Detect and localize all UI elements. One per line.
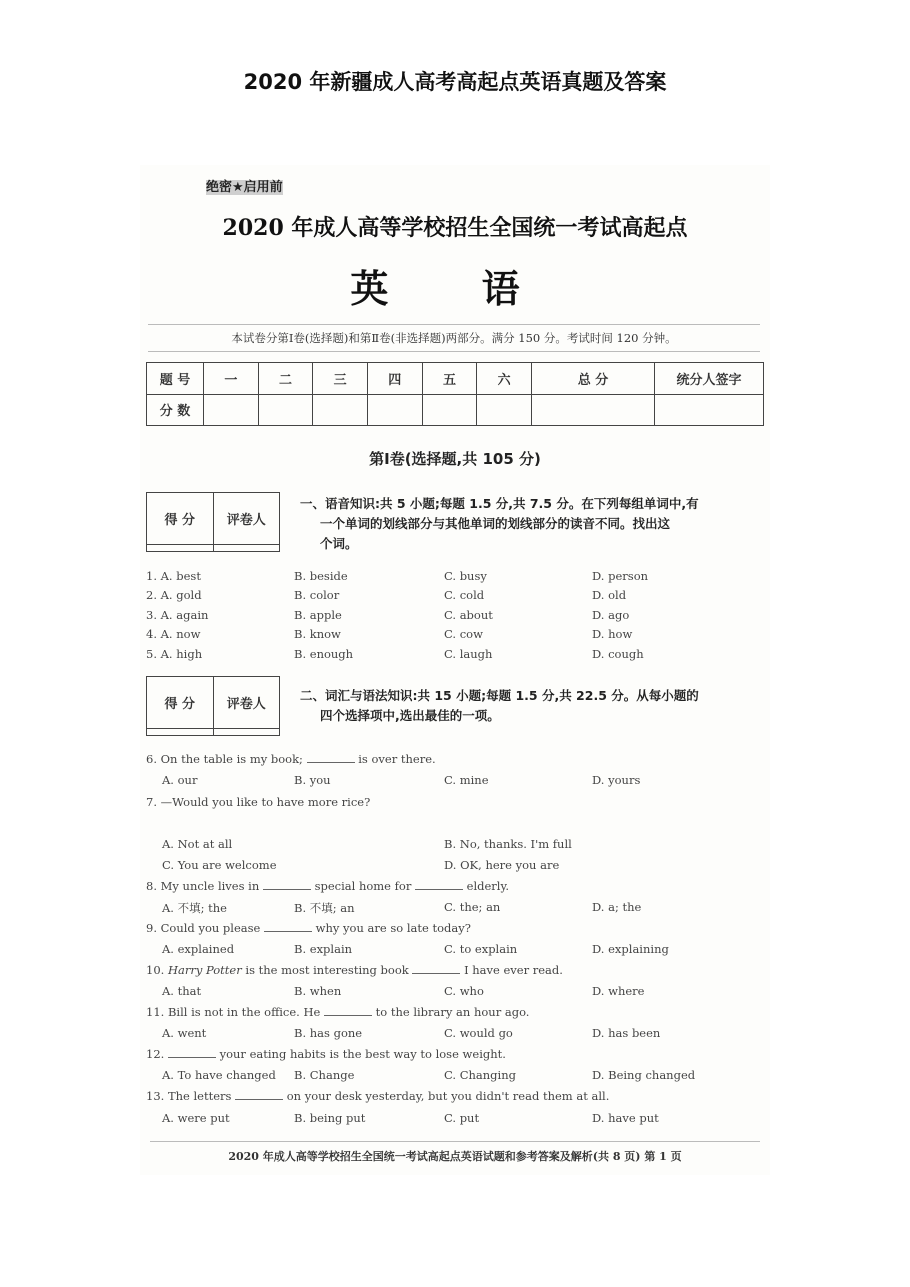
- q4-option-c: C. cow: [444, 627, 483, 641]
- score-table-value-row: [147, 394, 764, 426]
- score-table-cell: 一: [204, 363, 259, 395]
- q11-option-b: B. has gone: [294, 1026, 363, 1040]
- q8-option-a: A. 不填; the: [162, 901, 227, 915]
- grader-box-2: [146, 676, 280, 736]
- q6-option-b: B. you: [294, 773, 331, 787]
- q2-option-b: B. color: [294, 588, 340, 602]
- volume-title: 第Ⅰ卷(选择题,共 105 分): [369, 450, 541, 468]
- q6-option-a: A. our: [162, 773, 198, 787]
- score-blank-cell: [422, 394, 477, 426]
- score-table-cell: 四: [367, 363, 422, 395]
- grader-blank: [147, 728, 214, 735]
- q7-stem: 7. —Would you like to have more rice?: [146, 795, 371, 809]
- q11-stem: 11. Bill is not in the office. He to the library an hour ago.: [146, 1005, 530, 1019]
- score-blank-cell: [531, 394, 654, 426]
- q12-option-b: B. Change: [294, 1068, 355, 1082]
- q5-option-b: B. enough: [294, 647, 354, 661]
- q8-stem: 8. My uncle lives in special home for elderly.: [146, 879, 510, 893]
- grader-blank: [213, 544, 280, 551]
- score-table-cell: 统分人签字: [655, 363, 764, 395]
- score-table-header-row: [147, 363, 764, 395]
- q3-option-a: 3. A. again: [146, 608, 209, 622]
- exam-title: 2020 年成人高等学校招生全国统一考试高起点: [222, 215, 688, 241]
- q9-option-d: D. explaining: [592, 942, 669, 956]
- q10-option-b: B. when: [294, 984, 342, 998]
- q1-option-d: D. person: [592, 569, 649, 583]
- q1-option-a: 1. A. best: [146, 569, 201, 583]
- q5-option-a: 5. A. high: [146, 647, 203, 661]
- q5-option-d: D. cough: [592, 647, 644, 661]
- score-table-cell: 分 数: [147, 394, 204, 426]
- q11-option-c: C. would go: [444, 1026, 513, 1040]
- q9-option-b: B. explain: [294, 942, 353, 956]
- q9-option-a: A. explained: [162, 942, 235, 956]
- score-table-cell: 题 号: [147, 363, 204, 395]
- q8-option-d: D. a; the: [592, 900, 642, 914]
- q7-option-d: D. OK, here you are: [444, 858, 560, 872]
- q12-option-d: D. Being changed: [592, 1068, 696, 1082]
- grader-label: 评卷人: [213, 493, 280, 545]
- score-blank-cell: [258, 394, 313, 426]
- subject-title: 英 语: [350, 267, 560, 311]
- q5-option-c: C. laugh: [444, 647, 493, 661]
- grader-box-1: [146, 492, 280, 552]
- q10-option-a: A. that: [162, 984, 202, 998]
- grader-label: 得 分: [147, 493, 214, 545]
- score-table-cell: 五: [422, 363, 477, 395]
- q2-option-c: C. cold: [444, 588, 485, 602]
- q8-option-b: B. 不填; an: [294, 901, 355, 915]
- score-blank-cell: [204, 394, 259, 426]
- q2-option-a: 2. A. gold: [146, 588, 202, 602]
- q1-option-b: B. beside: [294, 569, 348, 583]
- q8-option-c: C. the; an: [444, 900, 501, 914]
- q6-option-d: D. yours: [592, 773, 641, 787]
- q6-option-c: C. mine: [444, 773, 489, 787]
- score-blank-cell: [655, 394, 764, 426]
- q12-stem: 12. your eating habits is the best way to lose weight.: [146, 1047, 506, 1061]
- q9-stem: 9. Could you please why you are so late today?: [146, 921, 471, 935]
- q4-option-d: D. how: [592, 627, 633, 641]
- score-blank-cell: [313, 394, 368, 426]
- q13-option-d: D. have put: [592, 1111, 659, 1125]
- q6-stem: 6. On the table is my book; is over there.: [146, 752, 436, 766]
- grader-blank: [147, 544, 214, 551]
- q13-stem: 13. The letters on your desk yesterday, but you didn't read them at all.: [146, 1089, 610, 1103]
- q3-option-d: D. ago: [592, 608, 630, 622]
- grader-label: 评卷人: [213, 677, 280, 729]
- section1-heading: 一、语音知识:共 5 小题;每题 1.5 分,共 7.5 分。在下列每组单词中,有 一个单词的划线部分与其他单词的划线部分的读音不同。找出这 个词。: [300, 496, 699, 551]
- q3-option-c: C. about: [444, 608, 493, 622]
- scanned-exam-page: [140, 165, 770, 1175]
- q7-option-a: A. Not at all: [162, 837, 233, 851]
- exam-note: 本试卷分第Ⅰ卷(选择题)和第Ⅱ卷(非选择题)两部分。满分 150 分。考试时间 120 分钟。: [148, 324, 760, 352]
- score-blank-cell: [367, 394, 422, 426]
- score-blank-cell: [477, 394, 532, 426]
- q7-option-c: C. You are welcome: [162, 858, 277, 872]
- q9-option-c: C. to explain: [444, 942, 518, 956]
- q13-option-a: A. were put: [162, 1111, 230, 1125]
- q10-stem: 10. Harry Potter is the most interesting book I have ever read.: [146, 963, 563, 977]
- q7-option-b: B. No, thanks. I'm full: [444, 837, 572, 851]
- secret-label: 绝密★启用前: [206, 180, 283, 195]
- q2-option-d: D. old: [592, 588, 627, 602]
- q12-option-c: C. Changing: [444, 1068, 516, 1082]
- score-table-cell: 六: [477, 363, 532, 395]
- page-footer: 2020 年成人高等学校招生全国统一考试高起点英语试题和参考答案及解析(共 8 页) 第 1 页: [150, 1141, 760, 1164]
- q12-option-a: A. To have changed: [162, 1068, 276, 1082]
- grader-label: 得 分: [147, 677, 214, 729]
- q11-option-a: A. went: [162, 1026, 207, 1040]
- q10-option-d: D. where: [592, 984, 645, 998]
- score-table: [146, 362, 764, 426]
- q4-option-b: B. know: [294, 627, 341, 641]
- q11-option-d: D. has been: [592, 1026, 661, 1040]
- q13-option-c: C. put: [444, 1111, 480, 1125]
- score-table-cell: 总 分: [531, 363, 654, 395]
- q4-option-a: 4. A. now: [146, 627, 201, 641]
- score-table-cell: 二: [258, 363, 313, 395]
- score-table-cell: 三: [313, 363, 368, 395]
- q1-option-c: C. busy: [444, 569, 487, 583]
- q3-option-b: B. apple: [294, 608, 342, 622]
- q13-option-b: B. being put: [294, 1111, 366, 1125]
- document-title: 2020 年新疆成人高考高起点英语真题及答案: [243, 70, 667, 94]
- grader-blank: [213, 728, 280, 735]
- section2-heading: 二、词汇与语法知识:共 15 小题;每题 1.5 分,共 22.5 分。从每小题的 四个选择项中,选出最佳的一项。: [300, 688, 699, 723]
- q10-option-c: C. who: [444, 984, 484, 998]
